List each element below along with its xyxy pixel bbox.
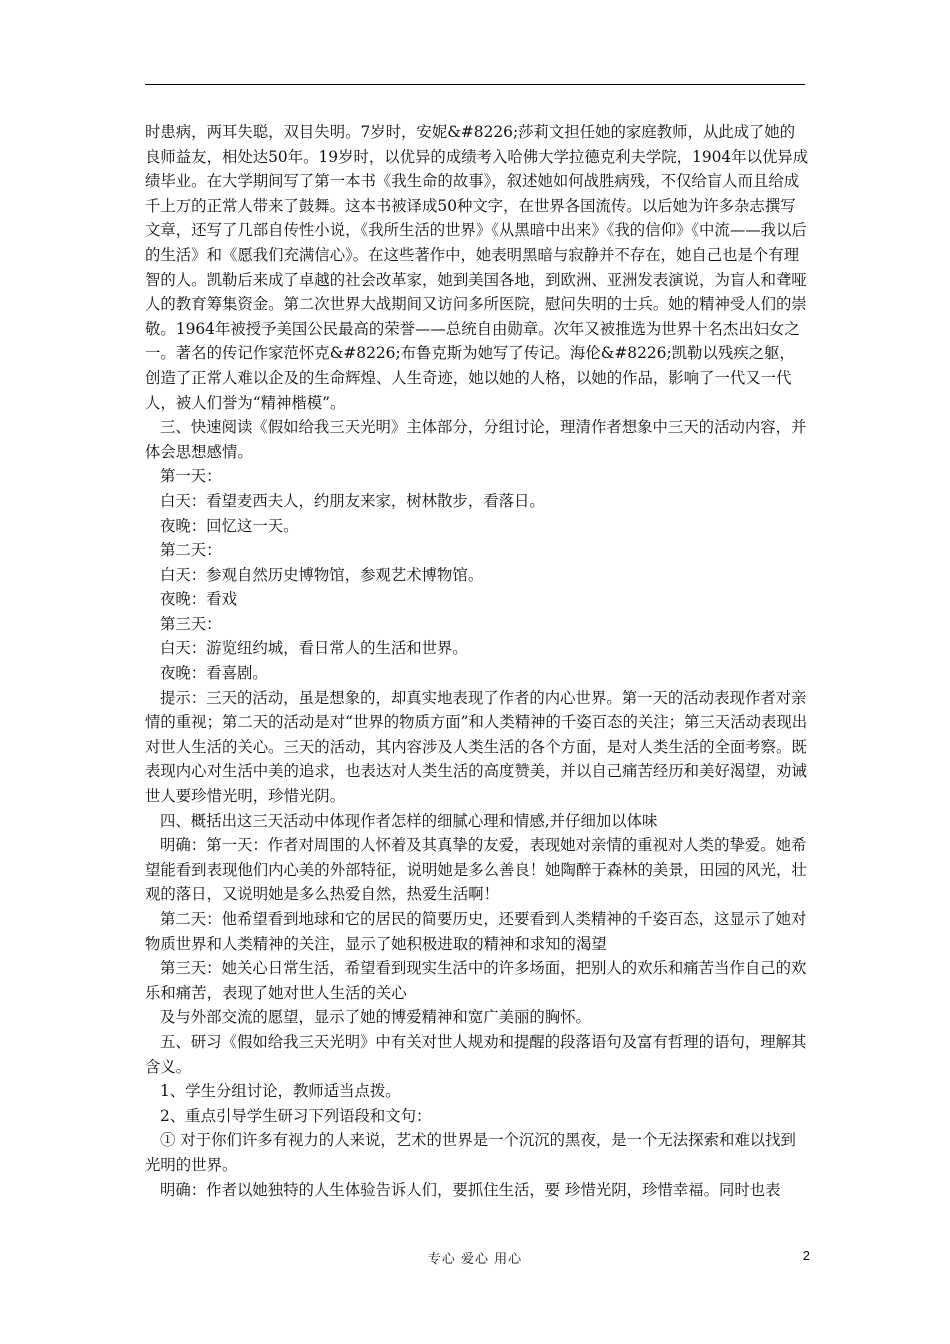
paragraph: 五、研习《假如给我三天光明》中有关对世人规劝和提醒的段落语句及富有哲理的语句，理解其含义。: [145, 1032, 807, 1076]
paragraph: 三、快速阅读《假如给我三天光明》主体部分，分组讨论，理清作者想象中三天的活动内容，并体会思想感情。: [145, 418, 807, 461]
paragraph: 明确：第一天：作者对周围的人怀着及其真挚的友爱，表现她对亲情的重视对人类的挚爱。她希望能看到表现他们内心美的外部特征，说明她是多么善良！她陶醉于森林的美景，田园的风光，壮观的落日，又说明她是多么热爱自然，热爱生活啊！: [145, 836, 807, 904]
paragraph: 白天：看望麦西夫人，约朋友来家，树林散步，看落日。: [160, 491, 545, 510]
paragraph: 明确：作者以她独特的人生体验告诉人们，要抓住生活，要 珍惜光阴，珍惜幸福。同时也表: [160, 1180, 781, 1199]
paragraph: 夜晚：看喜剧。: [160, 664, 268, 683]
paragraph: 第三天：她关心日常生活，希望看到现实生活中的许多场面，把别人的欢乐和痛苦当作自己的欢乐和痛苦，表现了她对世人生活的关心: [145, 959, 807, 1002]
page-number: 2: [802, 1248, 810, 1263]
paragraph: 第二天：他希望看到地球和它的居民的简要历史，还要看到人类精神的千姿百态，这显示了她对物质世界和人类精神的关注，显示了她积极进取的精神和求知的渴望: [145, 910, 807, 953]
header-rule: [145, 84, 805, 85]
paragraph: 时患病，两耳失聪，双目失明。7岁时，安妮&#8226;莎莉文担任她的家庭教师，从此成了她的良师益友，相处达50年。19岁时，以优异的成绩考入哈佛大学拉德克利夫学院，1904年以优异成绩毕业。在大学期间写了第一本书《我生命的故事》，叙述她如何战胜病残，不仅给盲人而且给成千上万的正常人带来了鼓舞。这本书被译成50种文字，在世界各国流传。以后她为许多杂志撰写文章，还写了几部自传性小说，《我所生活的世界》《从黑暗中出来》《我的信仰》《中流——我以后的生活》和《愿我们充满信心》。在这些著作中，她表明黑暗与寂静并不存在，她自己也是个有理智的人。凯勒后来成了卓越的社会改革家，她到美国各地，到欧洲、亚洲发表演说，为盲人和聋哑人的教育筹集资金。第二次世界大战期间又访问多所医院，慰问失明的士兵。她的精神受人们的崇敬。1964年被授予美国公民最高的荣誉——总统自由勋章。次年又被推选为世界十名杰出妇女之一。著名的传记作家范怀克&#8226;布鲁克斯为她写了传记。海伦&#8226;凯勒以残疾之躯，创造了正常人难以企及的生命辉煌、人生奇迹，她以她的人格，以她的作品，影响了一代又一代人，被人们誉为“精神楷模”。: [145, 123, 809, 412]
paragraph: ① 对于你们许多有视力的人来说，艺术的世界是一个沉沉的黑夜，是一个无法探索和难以找到光明的世界。: [145, 1131, 796, 1174]
page-footer: [0, 1248, 950, 1268]
paragraph: 第二天：: [160, 541, 222, 560]
paragraph: 提示：三天的活动，虽是想象的，却真实地表现了作者的内心世界。第一天的活动表现作者对亲情的重视；第二天的活动是对“世界的物质方面”和人类精神的千姿百态的关注；第三天活动表现出对世人生活的关心。三天的活动，其内容涉及人类生活的各个方面，是对人类生活的全面考察。既表现内心对生活中美的追求，也表达对人类生活的高度赞美，并以自己痛苦经历和美好渴望，劝诫世人要珍惜光明，珍惜光阴。: [145, 688, 808, 806]
paragraph: 白天：参观自然历史博物馆，参观艺术博物馆。: [160, 565, 484, 584]
paragraph: 及与外部交流的愿望，显示了她的博爱精神和宽广美丽的胸怀。: [160, 1008, 591, 1027]
paragraph: 1、学生分组讨论，教师适当点拨。: [160, 1082, 401, 1101]
paragraph: 第三天：: [160, 614, 222, 633]
paragraph: 四、概括出这三天活动中体现作者怎样的细腻心理和情感,并仔细加以体味: [160, 811, 658, 830]
paragraph: 夜晚：看戏: [160, 590, 237, 609]
paragraph: 2、重点引导学生研习下列语段和文句：: [160, 1106, 432, 1125]
document-body: [145, 120, 809, 1202]
paragraph: 夜晚：回忆这一天。: [160, 516, 299, 535]
footer-motto: 专心 爱心 用心: [427, 1252, 523, 1267]
paragraph: 第一天：: [160, 467, 222, 486]
paragraph: 白天：游览纽约城，看日常人的生活和世界。: [160, 639, 468, 658]
